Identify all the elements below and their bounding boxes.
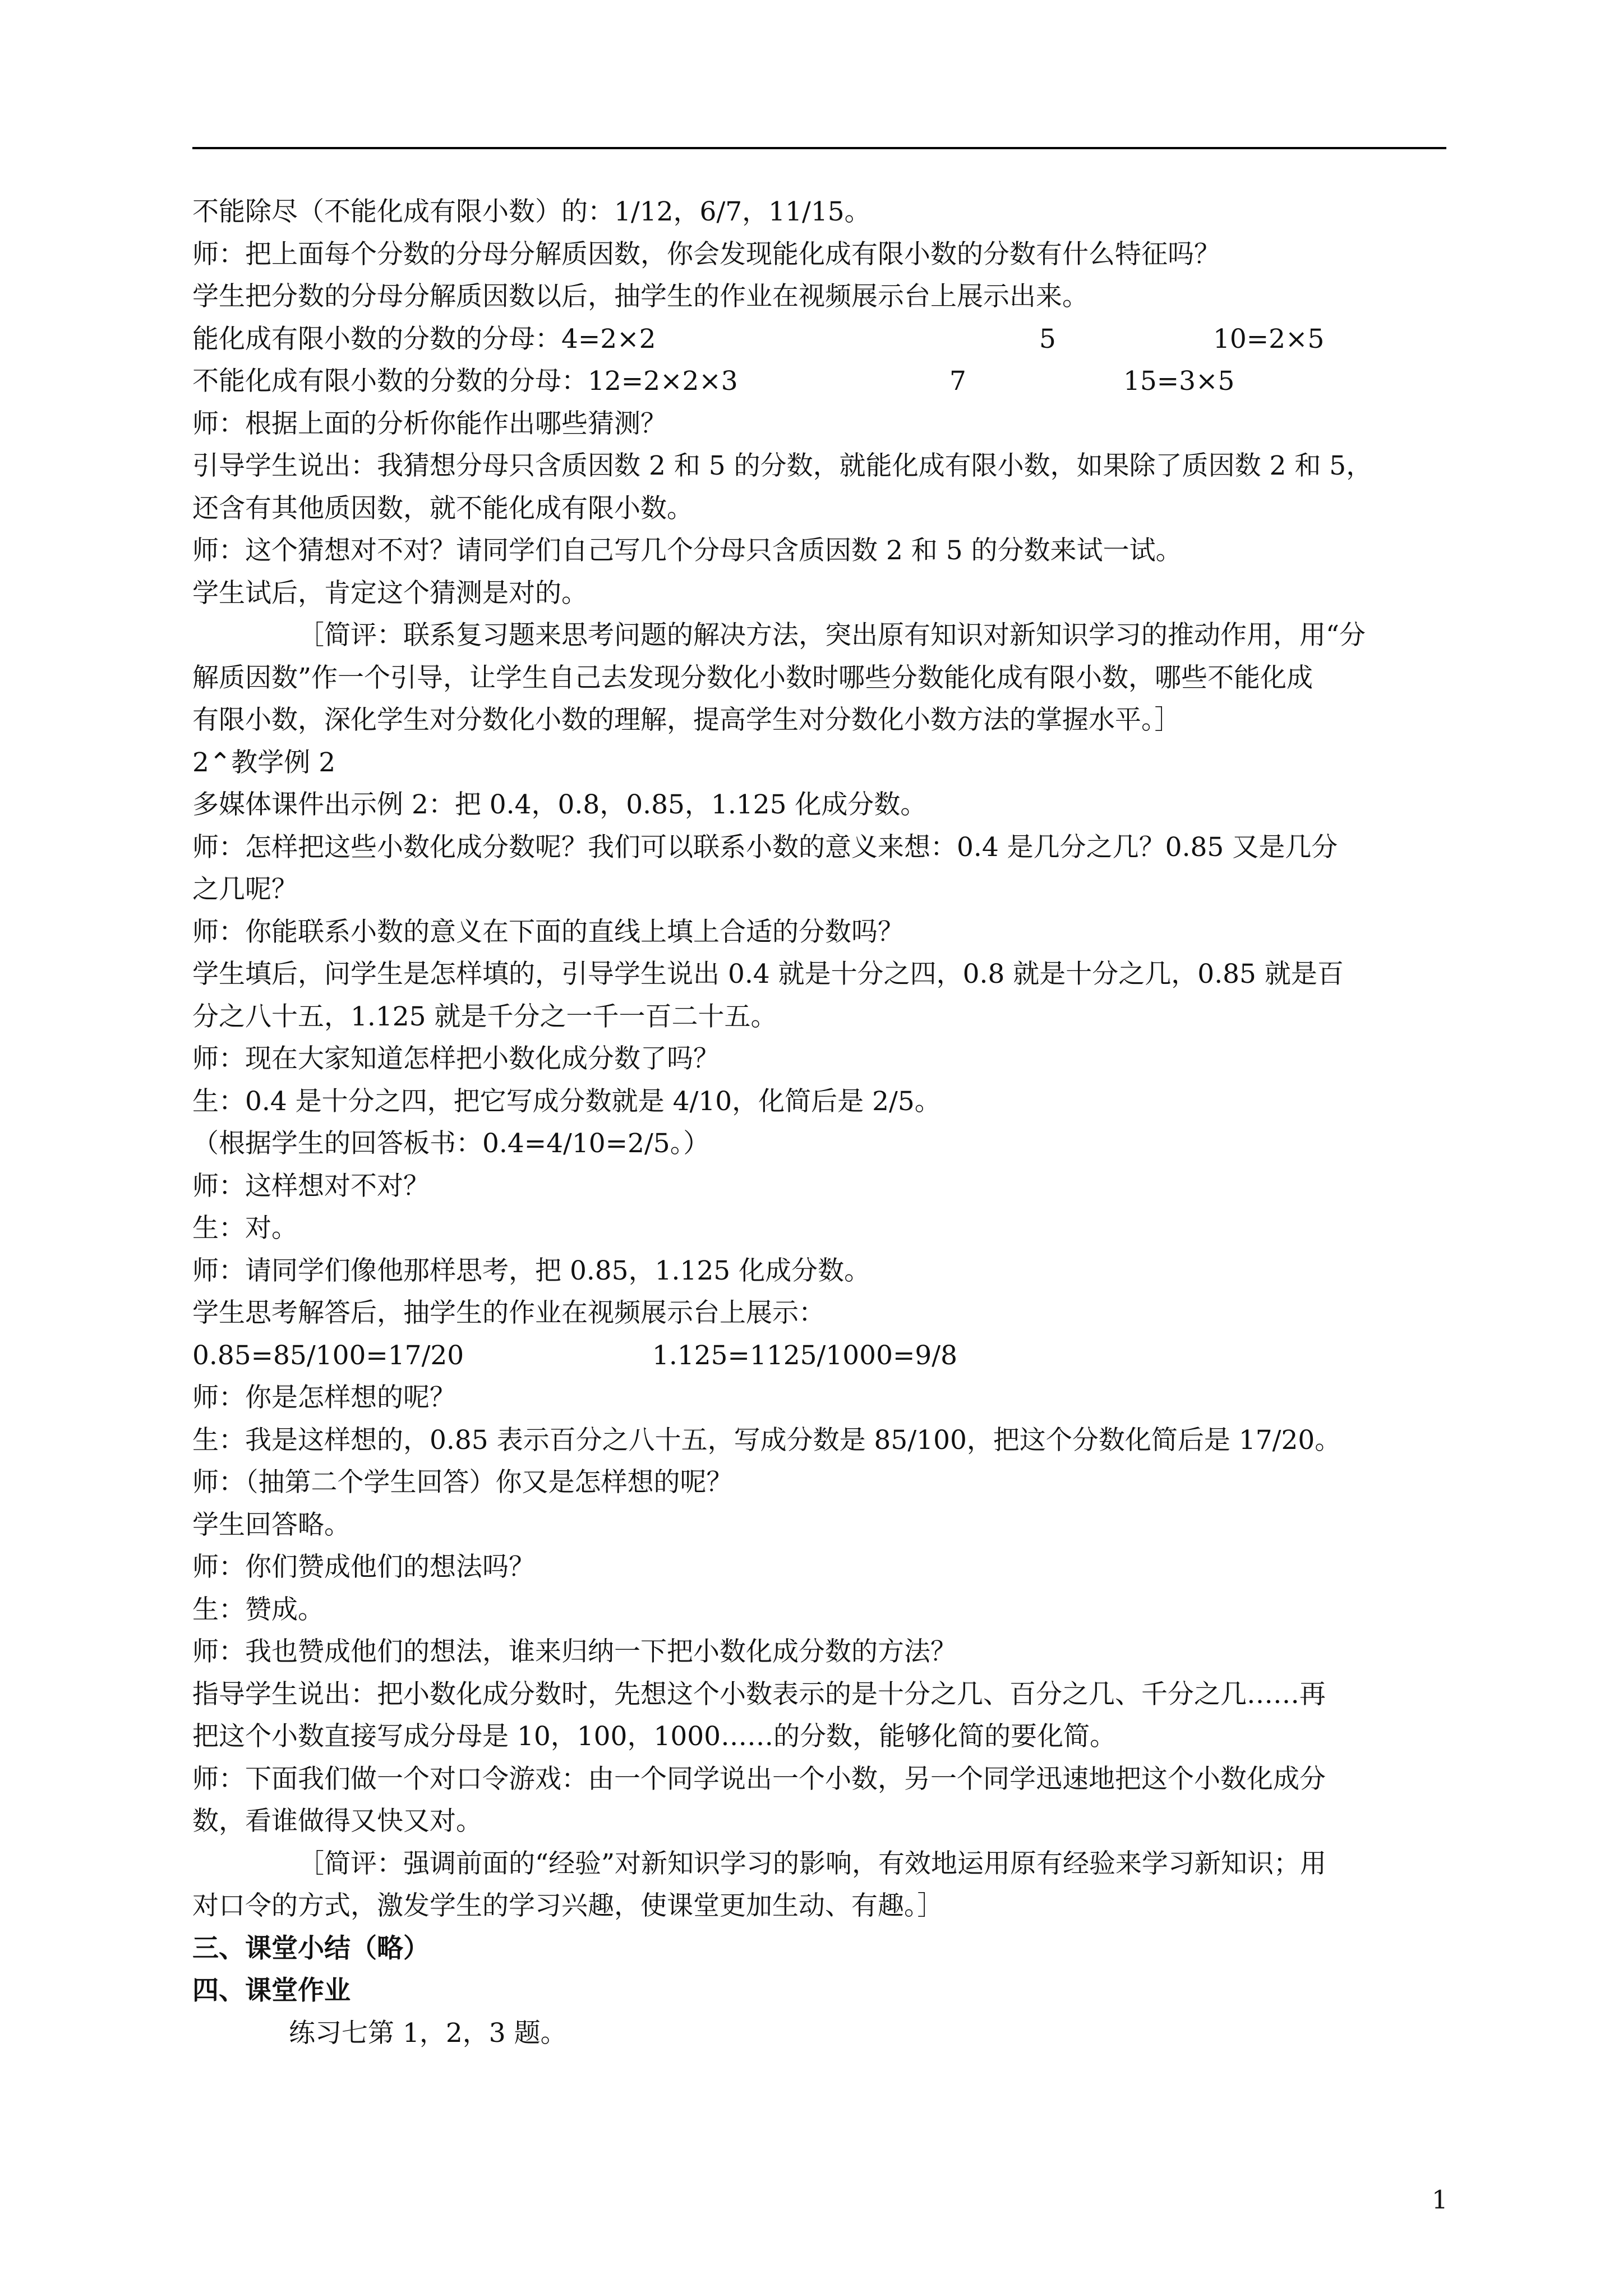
paragraph-line: 师：现在大家知道怎样把小数化成分数了吗？	[192, 1043, 720, 1074]
paragraph-line: 不能除尽（不能化成有限小数）的：1/12，6/7，11/15。	[192, 196, 871, 227]
paragraph-line: 学生思考解答后，抽学生的作业在视频展示台上展示：	[192, 1297, 825, 1328]
paragraph-line: 生：0.4 是十分之四，把它写成分数就是 4/10，化简后是 2/5。	[192, 1085, 941, 1117]
row-label: 不能化成有限小数的分数的分母：12=2×2×3	[192, 366, 738, 397]
homework-line: 练习七第 1，2，3 题。	[289, 2017, 567, 2049]
paragraph-line: 师：我也赞成他们的想法，谁来归纳一下把小数化成分数的方法？	[192, 1636, 957, 1667]
row-value: 7	[949, 366, 966, 397]
paragraph-line: 生：对。	[192, 1213, 298, 1244]
paragraph-line: 分之八十五，1.125 就是千分之一千一百二十五。	[192, 1001, 777, 1032]
row-value: 5	[1039, 323, 1056, 355]
section-heading-homework: 四、课堂作业	[192, 1975, 351, 2006]
paragraph-line: 师：把上面每个分数的分母分解质因数，你会发现能化成有限小数的分数有什么特征吗？	[192, 238, 1220, 270]
paragraph-line: 学生把分数的分母分解质因数以后，抽学生的作业在视频展示台上展示出来。	[192, 281, 1089, 312]
paragraph-line: 师：你们赞成他们的想法吗？	[192, 1552, 535, 1582]
paragraph-line: 多媒体课件出示例 2：把 0.4，0.8，0.85，1.125 化成分数。	[192, 789, 927, 820]
equation-right: 1.125=1125/1000=9/8	[652, 1340, 958, 1371]
paragraph-line: 学生回答略。	[192, 1509, 351, 1540]
paragraph-line: 生：我是这样想的，0.85 表示百分之八十五，写成分数是 85/100，把这个分数化简后是 17/20。	[192, 1424, 1341, 1456]
row-value: 10=2×5	[1213, 323, 1325, 355]
page-number: 1	[1432, 2185, 1448, 2215]
paragraph-line: （根据学生的回答板书：0.4=4/10=2/5。）	[192, 1128, 710, 1159]
document-body	[192, 191, 1446, 2054]
paragraph-line: 师：（抽第二个学生回答）你又是怎样想的呢？	[192, 1467, 733, 1498]
row-label: 能化成有限小数的分数的分母：4=2×2	[192, 323, 656, 355]
comment-line: ［简评：强调前面的“经验”对新知识学习的影响，有效地运用原有经验来学习新知识；用	[298, 1848, 1327, 1879]
paragraph-line: 师：怎样把这些小数化成分数呢？我们可以联系小数的意义来想：0.4 是几分之几？0.85 又是几分	[192, 831, 1338, 863]
paragraph-line: 师：你能联系小数的意义在下面的直线上填上合适的分数吗？	[192, 916, 904, 947]
paragraph-line: 之几呢？	[192, 874, 298, 905]
paragraph-line: 师：这样想对不对？	[192, 1170, 430, 1202]
equation-row	[192, 1335, 1446, 1377]
paragraph-line: 把这个小数直接写成分母是 10，100，1000……的分数，能够化简的要化简。	[192, 1721, 1117, 1752]
paragraph-line: 生：赞成。	[192, 1594, 324, 1625]
comment-line: ［简评：联系复习题来思考问题的解决方法，突出原有知识对新知识学习的推动作用，用“分	[298, 620, 1366, 651]
row-value: 15=3×5	[1123, 366, 1235, 397]
paragraph-line: 学生试后，肯定这个猜测是对的。	[192, 577, 588, 609]
comment-line: 对口令的方式，激发学生的学习兴趣，使课堂更加生动、有趣。］	[192, 1890, 944, 1921]
section-subheading: 2⌃教学例 2	[192, 747, 336, 778]
paragraph-line: 还含有其他质因数，就不能化成有限小数。	[192, 493, 693, 524]
equation-left: 0.85=85/100=17/20	[192, 1340, 464, 1371]
paragraph-line: 师：下面我们做一个对口令游戏：由一个同学说出一个小数，另一个同学迅速地把这个小数化成分	[192, 1763, 1326, 1795]
paragraph-line: 师：根据上面的分析你能作出哪些猜测？	[192, 408, 667, 439]
paragraph-line: 师：这个猜想对不对？请同学们自己写几个分母只含质因数 2 和 5 的分数来试一试。	[192, 535, 1182, 566]
paragraph-line: 师：你是怎样想的呢？	[192, 1382, 456, 1413]
paragraph-line: 学生填后，问学生是怎样填的，引导学生说出 0.4 就是十分之四，0.8 就是十分之几，0.85 就是百	[192, 959, 1344, 990]
comment-line: 有限小数，深化学生对分数化小数的理解，提高学生对分数化小数方法的掌握水平。］	[192, 705, 1181, 735]
paragraph-line: 数，看谁做得又快又对。	[192, 1806, 482, 1837]
denominator-row-infinite	[192, 360, 1446, 403]
comment-line: 解质因数”作一个引导，让学生自己去发现分数化小数时哪些分数能化成有限小数，哪些不能化成	[192, 662, 1313, 693]
paragraph-line: 指导学生说出：把小数化成分数时，先想这个小数表示的是十分之几、百分之几、千分之几……再	[192, 1678, 1326, 1710]
section-heading-summary: 三、课堂小结（略）	[192, 1932, 430, 1964]
paragraph-line: 引导学生说出：我猜想分母只含质因数 2 和 5 的分数，就能化成有限小数，如果除了质因数 2 和 5，	[192, 450, 1373, 481]
paragraph-line: 师：请同学们像他那样思考，把 0.85，1.125 化成分数。	[192, 1255, 871, 1286]
header-rule	[192, 147, 1446, 149]
denominator-row-finite	[192, 318, 1446, 361]
